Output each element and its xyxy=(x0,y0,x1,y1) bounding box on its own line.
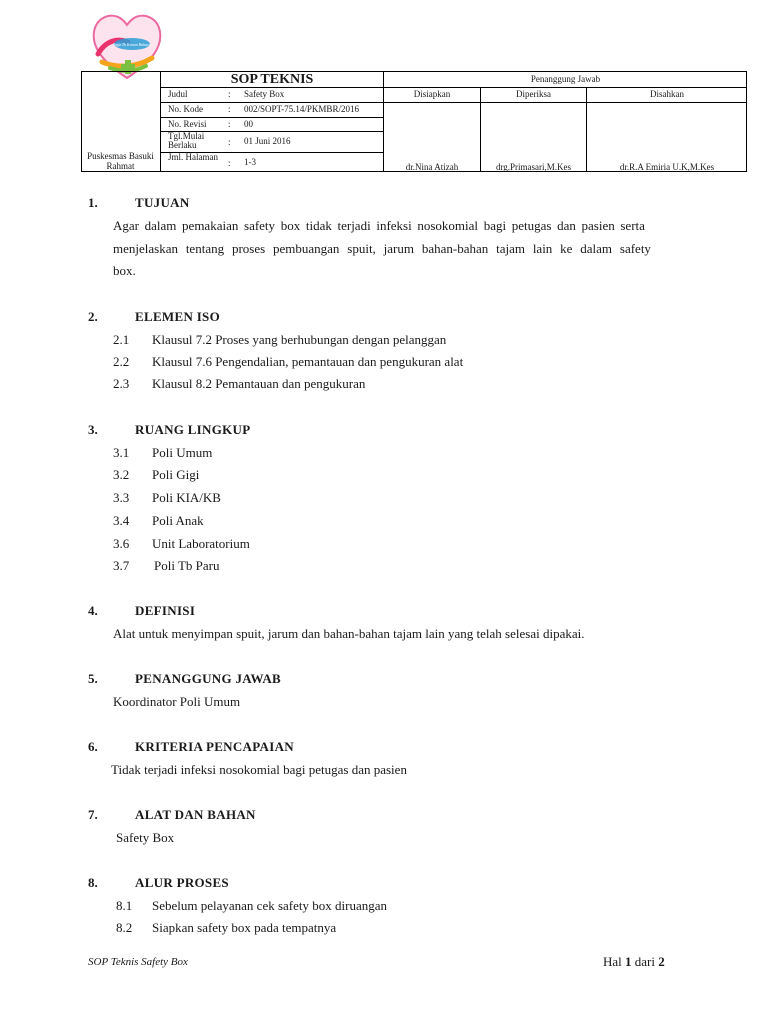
section-number: 4. xyxy=(88,603,98,618)
section-number: 5. xyxy=(88,671,98,686)
paragraph-line: Agar dalam pemakaian safety box tidak terjadi infeksi nosokomial bagi petugas dan pasien serta xyxy=(113,218,645,233)
sop-title: SOP TEKNIS xyxy=(230,72,314,87)
section-number: 3. xyxy=(88,422,98,437)
list-item-number: 2.2 xyxy=(113,354,130,369)
section-text: Safety Box xyxy=(116,830,175,845)
field-sep: : xyxy=(228,119,231,129)
section-number: 6. xyxy=(88,739,98,754)
footer-doc-name: SOP Teknis Safety Box xyxy=(88,956,188,968)
section-number: 8. xyxy=(88,875,98,890)
section-number: 7. xyxy=(88,807,98,822)
list-item: Unit Laboratorium xyxy=(152,536,250,551)
page-current: 1 xyxy=(625,954,632,969)
list-item: Poli KIA/KB xyxy=(152,490,221,505)
list-item: Klausul 7.6 Pengendalian, pemantauan dan pengukuran alat xyxy=(152,354,464,369)
section-title-elemen-iso: ELEMEN ISO xyxy=(135,309,220,324)
field-value-kode: 002/SOPT-75.14/PKMBR/2016 xyxy=(244,104,359,114)
list-item: Poli Umum xyxy=(152,445,213,460)
paragraph-line: menjelaskan tentang proses pembuangan spuit, jarum bahan-bahan tajam lain ke dalam safety xyxy=(113,241,651,256)
paragraph-line: box. xyxy=(113,263,136,278)
section-title-penanggung-jawab: PENANGGUNG JAWAB xyxy=(135,671,282,686)
list-item: Klausul 7.2 Proses yang berhubungan dengan pelanggan xyxy=(152,332,447,347)
list-item-number: 2.3 xyxy=(113,376,130,391)
signatory-disahkan: dr.R.A Emiria U.K,M.Kes xyxy=(619,162,715,172)
section-text: Alat untuk menyimpan spuit, jarum dan bahan-bahan tajam lain yang telah selesai dipakai. xyxy=(113,626,585,641)
section-text: Tidak terjadi infeksi nosokomial bagi petugas dan pasien xyxy=(111,762,407,777)
field-label-berlaku: Tgl.Mulai Berlaku xyxy=(168,131,205,150)
field-sep: : xyxy=(228,158,231,168)
section-title-kriteria: KRITERIA PENCAPAIAN xyxy=(135,739,294,754)
section-title-tujuan: TUJUAN xyxy=(135,195,190,210)
column-disahkan: Disahkan xyxy=(650,89,684,99)
list-item: Poli Anak xyxy=(152,513,204,528)
institution-name: Puskesmas Basuki Rahmat xyxy=(87,151,154,171)
column-disiapkan: Disiapkan xyxy=(413,89,451,99)
list-item: Sebelum pelayanan cek safety box diruangan xyxy=(152,898,387,913)
signatory-diperiksa: drg.Primasari,M.Kes xyxy=(495,162,572,172)
page-mid: dari xyxy=(634,954,655,969)
list-item-number: 3.3 xyxy=(113,490,130,505)
list-item-number: 3.6 xyxy=(113,536,130,551)
logo-text: Jaga Tb Kanan Bahaya xyxy=(113,42,151,47)
field-value-berlaku: 01 Juni 2016 xyxy=(244,136,291,146)
section-number: 2. xyxy=(88,309,98,324)
section-title-definisi: DEFINISI xyxy=(135,603,196,618)
list-item: Poli Tb Paru xyxy=(154,558,220,573)
field-value-revisi: 00 xyxy=(244,119,253,129)
section-title-alat-bahan: ALAT DAN BAHAN xyxy=(135,807,256,822)
list-item-number: 8.1 xyxy=(116,898,133,913)
page-total: 2 xyxy=(658,954,665,969)
field-value-halaman: 1-3 xyxy=(244,157,256,167)
footer-page-indicator xyxy=(603,954,665,970)
page-prefix: Hal xyxy=(603,954,622,969)
responsible-header: Penanggung Jawab xyxy=(530,74,601,84)
list-item-number: 3.4 xyxy=(113,513,130,528)
section-number: 1. xyxy=(88,195,98,210)
field-label-kode: No. Kode xyxy=(168,104,203,114)
signatory-disiapkan: dr.Nina Atizah xyxy=(405,162,459,172)
list-item-number: 3.1 xyxy=(113,445,130,460)
field-label-judul: Judul xyxy=(168,89,188,99)
section-title-alur-proses: ALUR PROSES xyxy=(135,875,229,890)
section-text: Koordinator Poli Umum xyxy=(113,694,241,709)
field-sep: : xyxy=(228,137,231,147)
sop-header-table xyxy=(81,71,747,172)
field-label-revisi: No. Revisi xyxy=(168,119,207,129)
list-item-number: 3.7 xyxy=(113,558,130,573)
field-sep: : xyxy=(228,104,231,114)
list-item-number: 8.2 xyxy=(116,920,133,935)
list-item-number: 3.2 xyxy=(113,467,130,482)
field-value-judul: Safety Box xyxy=(244,89,285,99)
list-item: Poli Gigi xyxy=(152,467,200,482)
column-diperiksa: Diperiksa xyxy=(516,89,551,99)
field-label-halaman: Jml. Halaman xyxy=(168,152,218,162)
section-title-ruang-lingkup: RUANG LINGKUP xyxy=(135,422,251,437)
list-item: Siapkan safety box pada tempatnya xyxy=(152,920,337,935)
list-item: Klausul 8.2 Pemantauan dan pengukuran xyxy=(152,376,366,391)
field-sep: : xyxy=(228,89,231,99)
list-item-number: 2.1 xyxy=(113,332,130,347)
